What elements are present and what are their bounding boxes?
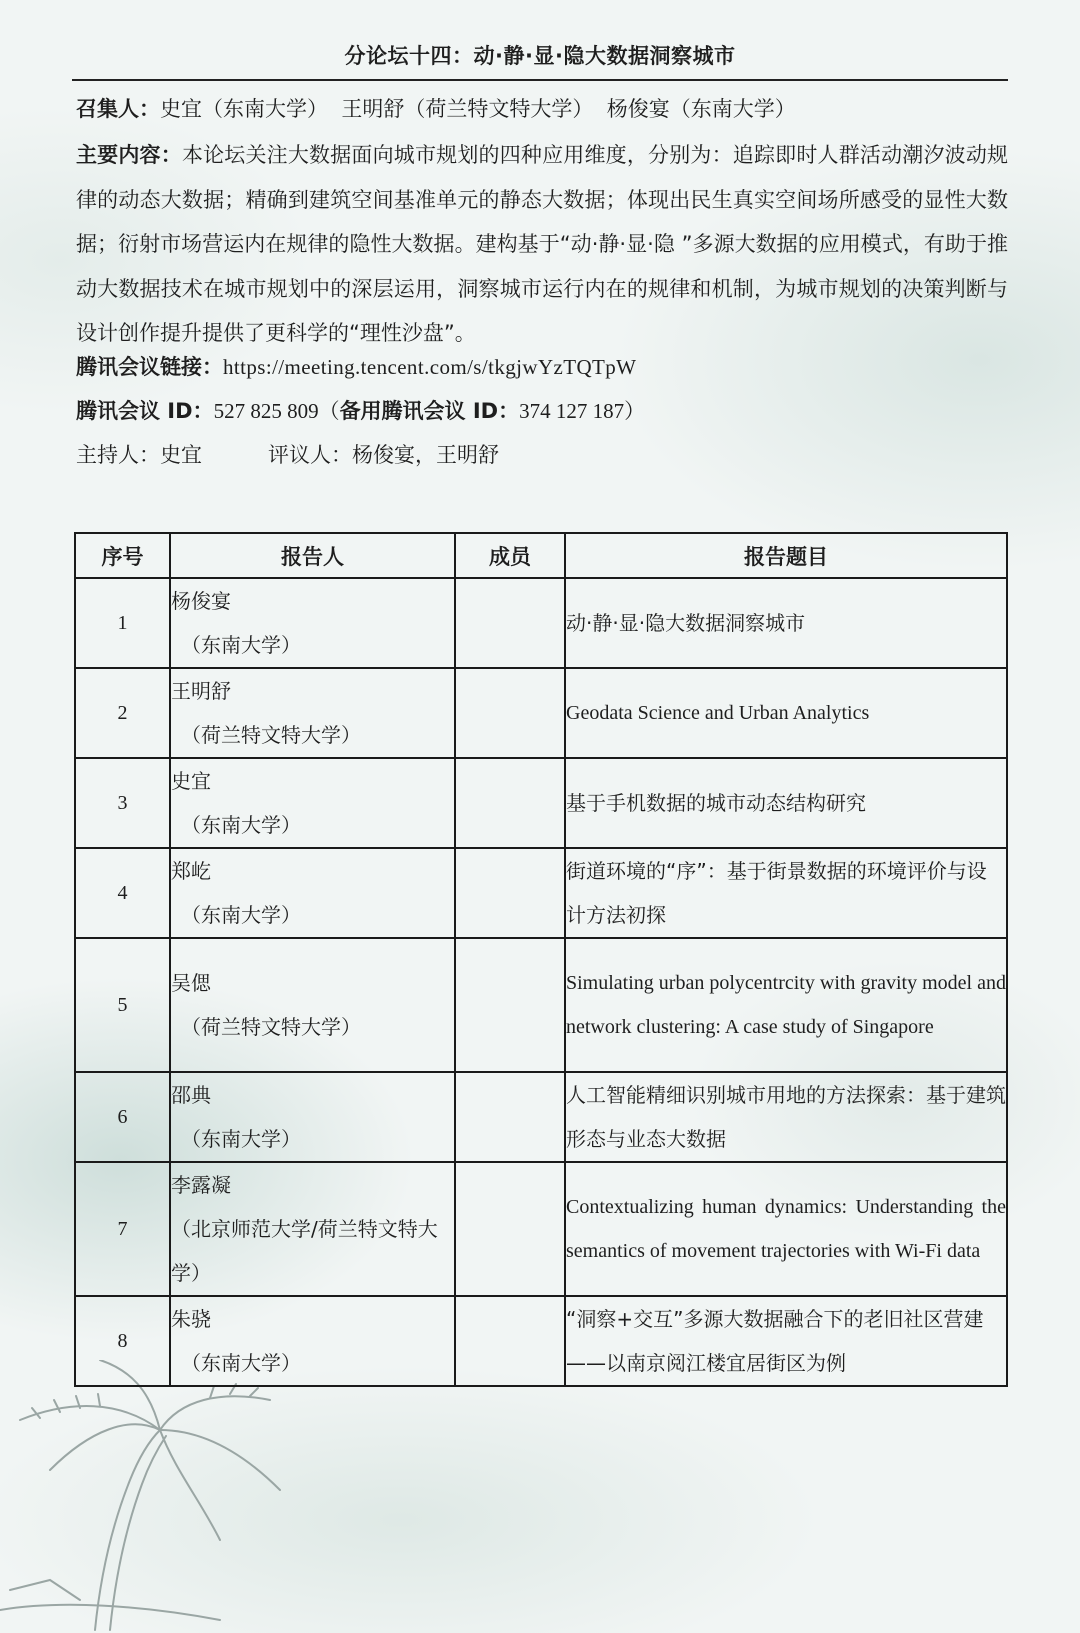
table-header-row [75, 533, 1007, 578]
reporter-name: 李露凝 [171, 1173, 231, 1197]
reporter-name: 朱骁 [171, 1307, 211, 1331]
reporter-cell [170, 758, 455, 848]
meeting-id-line [76, 389, 645, 433]
meeting-id: 527 825 809 [213, 399, 319, 423]
reporter-affiliation: （东南大学） [181, 633, 301, 657]
reporter-affiliation: （东南大学） [181, 1351, 301, 1375]
reporter-cell [170, 1162, 455, 1296]
row-number: 3 [75, 758, 170, 848]
reporter-name: 王明舒 [171, 679, 231, 703]
topic-cell: Geodata Science and Urban Analytics [565, 668, 1007, 758]
table-row [75, 1072, 1007, 1162]
reporter-affiliation: （东南大学） [181, 1127, 301, 1151]
title-divider [72, 79, 1008, 81]
host-line [76, 433, 499, 477]
row-number: 7 [75, 1162, 170, 1296]
backup-close-paren: ） [624, 399, 646, 423]
reporter-affiliation: （东南大学） [181, 813, 301, 837]
reporter-cell [170, 1072, 455, 1162]
table-row [75, 578, 1007, 668]
row-number: 2 [75, 668, 170, 758]
reporter-name: 杨俊宴 [171, 589, 231, 613]
table-row [75, 668, 1007, 758]
reporter-cell [170, 668, 455, 758]
reporter-affiliation: （东南大学） [181, 903, 301, 927]
meeting-link[interactable]: https://meeting.tencent.com/s/tkgjwYzTQTpW [223, 355, 637, 379]
topic-cell: “洞察+交互”多源大数据融合下的老旧社区营建——以南京阅江楼宜居街区为例 [565, 1296, 1007, 1386]
backup-open-paren: （ [318, 399, 340, 423]
topic-cell: 基于手机数据的城市动态结构研究 [565, 758, 1007, 848]
row-number: 1 [75, 578, 170, 668]
member-cell [455, 938, 565, 1072]
host-label: 主持人： [76, 443, 160, 467]
member-cell [455, 1296, 565, 1386]
reporter-name: 郑屹 [171, 859, 211, 883]
summary-text: 本论坛关注大数据面向城市规划的四种应用维度，分别为：追踪即时人群活动潮汐波动规律的动态大数据；精确到建筑空间基准单元的静态大数据；体现出民生真实空间场所感受的显性大数据；衍射市场营运内在规律的隐性大数据。建构基于“动·静·显·隐 ”多源大数据的应用模式，有助于推动大数据技术在城市规划中的深层运用，洞察城市运行内在的规律和机制，为城市规划的决策判断与设计创作提升提供了更科学的“理性沙盘”。 [76, 143, 1009, 345]
reporter-name: 吴偲 [171, 971, 211, 995]
meeting-id-label: 腾讯会议 ID： [76, 399, 214, 423]
summary-label: 主要内容： [76, 143, 182, 167]
reporter-cell [170, 1296, 455, 1386]
header-topic: 报告题目 [565, 533, 1007, 578]
topic-cell: Simulating urban polycentrcity with gravity model and network clustering: A case study of Singapore [565, 938, 1007, 1072]
header-number: 序号 [75, 533, 170, 578]
table-row [75, 938, 1007, 1072]
meeting-link-line [76, 345, 636, 389]
conveners-label: 召集人： [76, 97, 160, 121]
reporter-cell [170, 938, 455, 1072]
backup-meeting-id: 374 127 187 [519, 399, 625, 423]
meeting-link-label: 腾讯会议链接： [76, 355, 223, 379]
header-member: 成员 [455, 533, 565, 578]
page-title: 分论坛十四：动·静·显·隐大数据洞察城市 [344, 44, 736, 68]
reporter-name: 史宜 [171, 769, 211, 793]
member-cell [455, 1162, 565, 1296]
table-row [75, 1162, 1007, 1296]
row-number: 4 [75, 848, 170, 938]
conveners-line [76, 87, 796, 131]
summary-paragraph [76, 133, 1008, 356]
member-cell [455, 578, 565, 668]
reviewer-names: 杨俊宴，王明舒 [352, 443, 499, 467]
topic-cell: Contextualizing human dynamics: Understanding the semantics of movement trajectories with Wi-Fi data [565, 1162, 1007, 1296]
row-number: 5 [75, 938, 170, 1072]
member-cell [455, 668, 565, 758]
backup-meeting-id-label: 备用腾讯会议 ID： [339, 399, 520, 423]
row-number: 6 [75, 1072, 170, 1162]
reporter-affiliation: （荷兰特文特大学） [181, 1015, 361, 1039]
topic-cell: 街道环境的“序”：基于街景数据的环境评价与设计方法初探 [565, 848, 1007, 938]
reporter-name: 邵典 [171, 1083, 211, 1107]
row-number: 8 [75, 1296, 170, 1386]
reporter-affiliation: （荷兰特文特大学） [181, 723, 361, 747]
member-cell [455, 758, 565, 848]
host-name: 史宜 [160, 443, 202, 467]
reporter-cell [170, 578, 455, 668]
topic-cell: 人工智能精细识别城市用地的方法探索：基于建筑形态与业态大数据 [565, 1072, 1007, 1162]
reviewer-label: 评议人： [268, 443, 352, 467]
conveners-value: 史宜（东南大学） 王明舒（荷兰特文特大学） 杨俊宴（东南大学） [160, 97, 796, 121]
schedule-table [74, 532, 1008, 1387]
header-reporter: 报告人 [170, 533, 455, 578]
member-cell [455, 1072, 565, 1162]
reporter-cell [170, 848, 455, 938]
table-row [75, 1296, 1007, 1386]
reporter-affiliation: （北京师范大学/荷兰特文特大学） [171, 1217, 438, 1285]
topic-cell: 动·静·显·隐大数据洞察城市 [565, 578, 1007, 668]
table-row [75, 848, 1007, 938]
table-row [75, 758, 1007, 848]
member-cell [455, 848, 565, 938]
